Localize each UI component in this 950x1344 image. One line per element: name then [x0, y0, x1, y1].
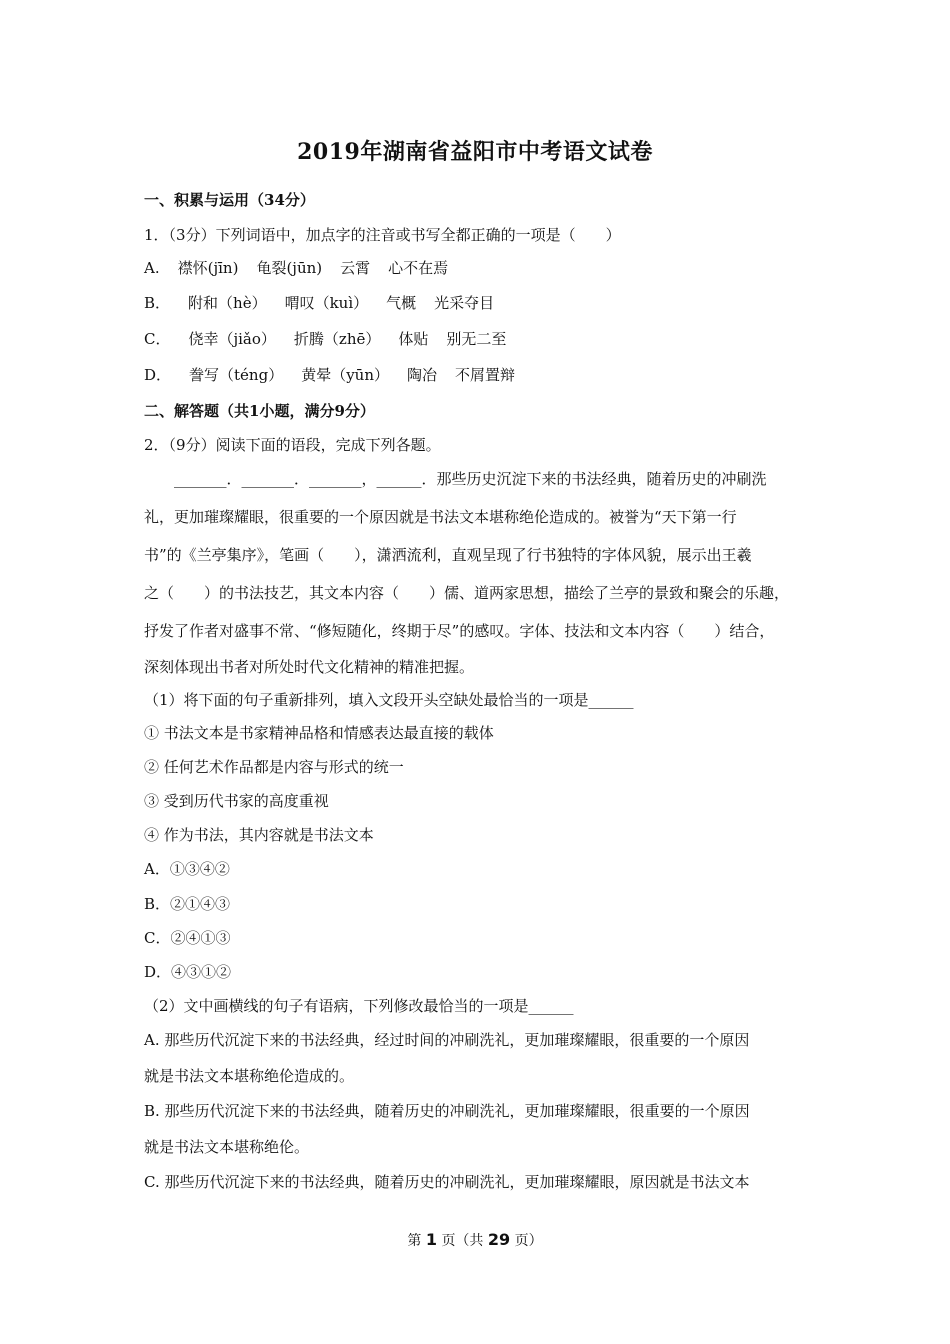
sentence-item: ② 任何艺术作品都是内容与形式的统一 [144, 758, 404, 776]
option-word: 附和（hè） [188, 294, 267, 312]
option-label: B． [144, 294, 171, 312]
option-word: 黄晕（yūn） [301, 366, 389, 384]
passage-line: 礼，更加璀璨耀眼，很重要的一个原因就是书法文本堪称绝伦造成的。被誉为“天下第一行 [144, 508, 737, 526]
option-word: 不屑置辩 [455, 366, 516, 384]
sub-2-option-line: 就是书法文本堪称绝伦。 [144, 1138, 310, 1156]
option-word: 折腾（zhē） [293, 330, 381, 348]
option-word: 光采夺目 [434, 294, 495, 312]
option-word: 襟怀(jīn) [177, 259, 239, 277]
footer-prefix: 第 [407, 1233, 422, 1249]
sub-1-option: B．②①④③ [144, 895, 231, 913]
sub-2-option-line: 就是书法文本堪称绝伦造成的。 [144, 1067, 355, 1085]
sub-2-option-line: B. 那些历代沉淀下来的书法经典，随着历史的冲刷洗礼，更加璀璨耀眼，很重要的一个原因 [144, 1102, 750, 1120]
exam-title: 2019年湖南省益阳市中考语文试卷 [297, 139, 653, 165]
option-label: A. [144, 259, 160, 277]
footer-page-number: 1 [425, 1230, 437, 1249]
question-1-option-a [144, 258, 816, 278]
question-2-stem: 2．（9分）阅读下面的语段，完成下列各题。 [144, 436, 441, 454]
option-word: 侥幸（jiǎo） [188, 330, 276, 348]
question-1-option-c [144, 329, 816, 349]
sentence-item: ④ 作为书法，其内容就是书法文本 [144, 826, 374, 844]
option-word: 誊写（téng） [189, 366, 284, 384]
option-word: 喟叹（kuì） [284, 294, 369, 312]
footer-total-pages: 29 [487, 1230, 511, 1249]
passage-line: 之（ ）的书法技艺，其文本内容（ ）儒、道两家思想，描绘了兰亭的景致和聚会的乐趣， [144, 584, 790, 602]
sub-question-2: （2）文中画横线的句子有语病，下列修改最恰当的一项是______ [144, 997, 574, 1015]
sub-1-option: D．④③①② [144, 963, 232, 981]
option-word: 龟裂(jūn) [256, 259, 323, 277]
passage-line: _______．_______．_______，______．那些历史沉淀下来的书法经典，随着历史的冲刷洗 [144, 470, 767, 488]
option-word: 别无二至 [446, 330, 507, 348]
option-word: 心不在焉 [388, 259, 449, 277]
sentence-item: ③ 受到历代书家的高度重视 [144, 792, 329, 810]
option-label: C． [144, 330, 171, 348]
sentence-item: ① 书法文本是书家精神品格和情感表达最直接的载体 [144, 724, 494, 742]
question-1-option-d [144, 365, 816, 385]
footer-suffix: 页） [514, 1233, 543, 1249]
option-word: 云霄 [340, 259, 371, 277]
question-1-stem: 1．（3分）下列词语中，加点字的注音或书写全都正确的一项是（ ） [144, 226, 621, 244]
passage-line: 抒发了作者对盛事不常、“修短随化，终期于尽”的感叹。字体、技法和文本内容（ ）结合， [144, 622, 775, 640]
sub-2-option-line: A. 那些历代沉淀下来的书法经典，经过时间的冲刷洗礼，更加璀璨耀眼，很重要的一个原因 [144, 1031, 750, 1049]
footer-mid: 页（共 [441, 1233, 484, 1249]
option-label: D． [144, 366, 172, 384]
section-heading-2: 二、解答题（共1小题，满分9分） [144, 402, 375, 420]
sub-1-option: A．①③④② [144, 860, 230, 878]
option-word: 体贴 [398, 330, 429, 348]
sub-1-option: C．②④①③ [144, 929, 231, 947]
page-footer [0, 1230, 950, 1250]
option-word: 气概 [386, 294, 417, 312]
sub-question-1: （1）将下面的句子重新排列，填入文段开头空缺处最恰当的一项是______ [144, 691, 634, 709]
sub-2-option-line: C. 那些历代沉淀下来的书法经典，随着历史的冲刷洗礼，更加璀璨耀眼，原因就是书法文本 [144, 1173, 750, 1191]
passage-line: 书”的《兰亭集序》，笔画（ ），潇洒流利，直观呈现了行书独特的字体风貌，展示出王羲 [144, 546, 752, 564]
question-1-option-b [144, 293, 816, 313]
section-heading-1: 一、积累与运用（34分） [144, 191, 315, 209]
passage-line: 深刻体现出书者对所处时代文化精神的精准把握。 [144, 658, 475, 676]
option-word: 陶冶 [407, 366, 438, 384]
